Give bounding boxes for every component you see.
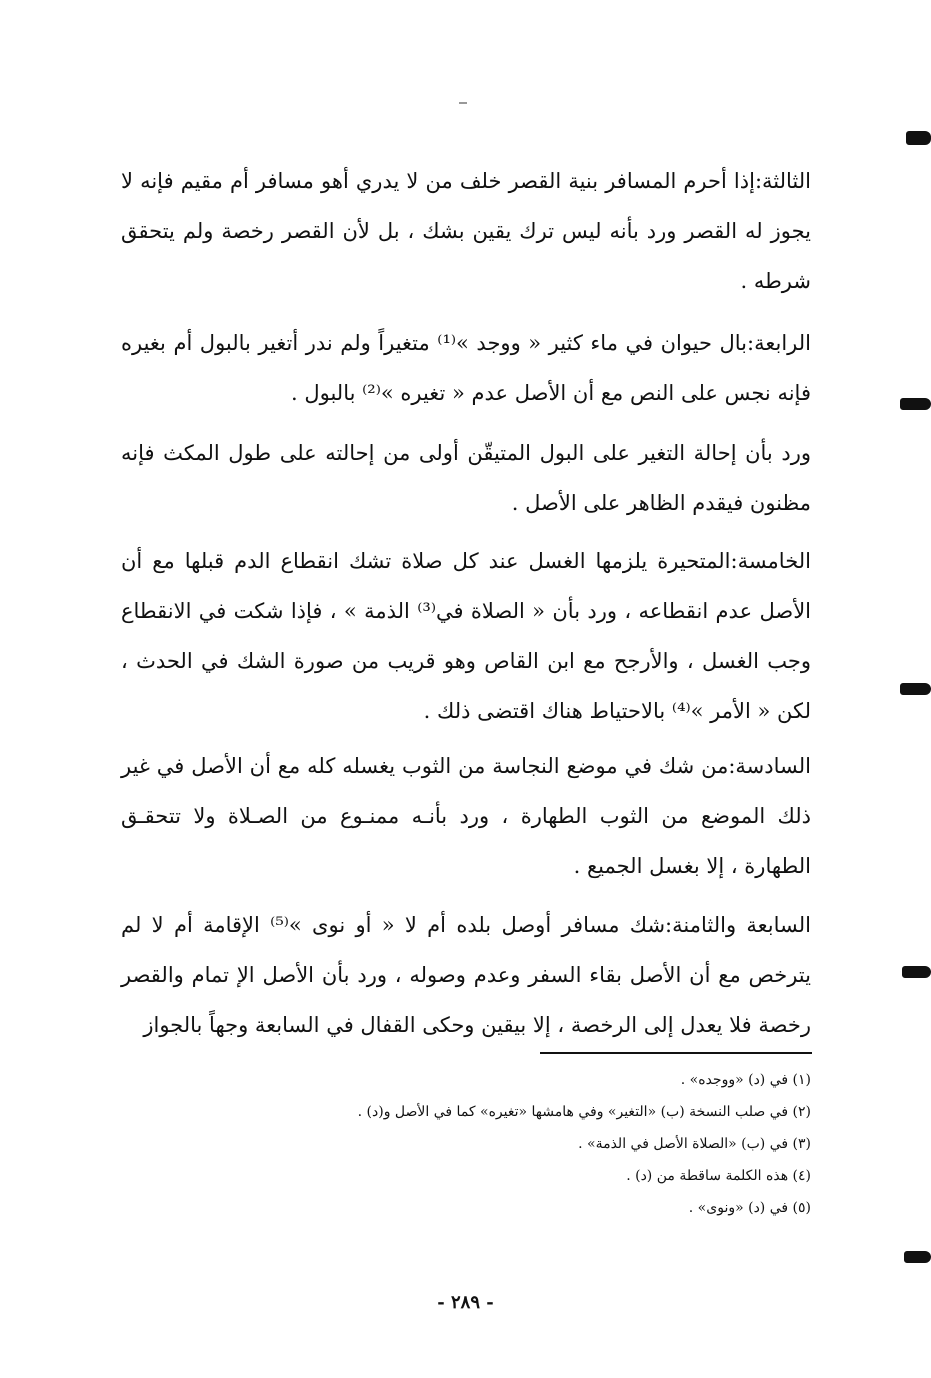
footnote-1: (١) في (د) «ووجده» . bbox=[680, 1072, 811, 1088]
binding-mark bbox=[900, 398, 931, 410]
page-number: - ٢٨٩ - bbox=[437, 1292, 494, 1313]
footnote-3: (٣) في (ب) «الصلاة الأصل في الذمة» . bbox=[578, 1136, 811, 1152]
footnote-separator bbox=[540, 1052, 812, 1054]
binding-mark bbox=[900, 683, 931, 695]
paragraph-seventh-eighth: السابعة والثامنة:شك مسافر أوصل بلده أم لا « أو نوى »⁽⁵⁾ الإقامة أم لا لم يترخص مع أن الأصل بقاء السفر وعدم وصوله ، ورد بأن الأصل الإ تمام والقصر رخصة فلا يعدل إلى الرخصة ، إلا بيقين وحكى القفال في السابعة وجهاً بالجواز bbox=[121, 913, 811, 1037]
paragraph-third: الثالثة:إذا أحرم المسافر بنية القصر خلف من لا يدري أهو مسافر أم مقيم فإنه لا يجوز له القصر ورد بأنه ليس ترك يقين بشك ، بل لأن القصر رخصة ولم يتحقق شرطه . bbox=[121, 169, 811, 293]
scan-mark bbox=[459, 102, 467, 104]
paragraph-fourth: الرابعة:بال حيوان في ماء كثير « ووجد »⁽¹⁾ متغيراً ولم ندر أتغير بالبول أم بغيره فإنه نجس على النص مع أن الأصل عدم « تغيره »⁽²⁾ بالبول . bbox=[121, 331, 811, 405]
binding-mark bbox=[906, 131, 931, 145]
paragraph-sixth: السادسة:من شك في موضع النجاسة من الثوب يغسله كله مع أن الأصل في غير ذلك الموضع من الثوب الطهارة ، ورد بأنـه ممنـوع من الصـلاة ولا تتحقـق الطهارة ، إلا بغسل الجميع . bbox=[121, 754, 811, 878]
binding-mark bbox=[904, 1251, 931, 1263]
footnote-2: (٢) في صلب النسخة (ب) «التغير» وفي هامشها «تغيره» كما في الأصل و(د) . bbox=[357, 1104, 811, 1120]
footnote-5: (٥) في (د) «ونوى» . bbox=[688, 1200, 811, 1216]
binding-mark bbox=[902, 966, 931, 978]
paragraph-reply: ورد بأن إحالة التغير على البول المتيقّن أولى من إحالته على طول المكث فإنه مظنون فيقدم الظاهر على الأصل . bbox=[121, 441, 811, 515]
footnotes bbox=[121, 1064, 811, 1224]
footnote-4: (٤) هذه الكلمة ساقطة من (د) . bbox=[626, 1168, 811, 1184]
paragraph-fifth: الخامسة:المتحيرة يلزمها الغسل عند كل صلاة تشك انقطاع الدم قبلها مع أن الأصل عدم انقطاعه ، ورد بأن « الصلاة في⁽³⁾ الذمة » ، فإذا شكت في الانقطاع وجب الغسل ، والأرجح مع ابن القاص وهو قريب من صورة الشك في الحدث ، لكن « الأمر »⁽⁴⁾ بالاحتياط هناك اقتضى ذلك . bbox=[121, 549, 812, 723]
